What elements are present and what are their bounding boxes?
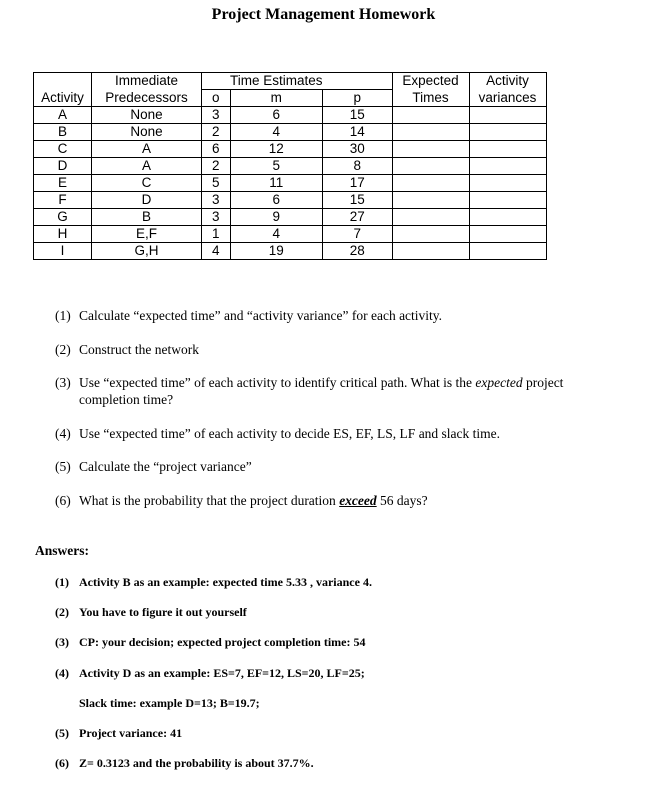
pessimistic-cell: 15 [323, 192, 393, 209]
optimistic-cell: 4 [202, 243, 231, 260]
predecessors-cell: None [92, 107, 202, 124]
activity-cell: I [34, 243, 92, 260]
most-likely-cell: 4 [230, 226, 323, 243]
question-emphasis: exceed [339, 493, 377, 508]
table-row [34, 158, 547, 175]
activity-cell: F [34, 192, 92, 209]
question-number: (1) [55, 308, 71, 323]
activity-cell: G [34, 209, 92, 226]
table-row [34, 226, 547, 243]
question-emphasis: expected [475, 375, 523, 390]
optimistic-cell: 3 [202, 192, 231, 209]
expected-time-cell [392, 107, 469, 124]
predecessors-cell: C [92, 175, 202, 192]
header-cell: Times [392, 90, 469, 107]
question-6 [55, 492, 640, 509]
variance-cell [469, 192, 546, 209]
header-cell: variances [469, 90, 546, 107]
question-number: (5) [55, 459, 71, 474]
answer-number: (1) [55, 575, 69, 589]
header-cell: m [230, 90, 323, 107]
table-row [34, 175, 547, 192]
variance-cell [469, 107, 546, 124]
most-likely-cell: 9 [230, 209, 323, 226]
most-likely-cell: 6 [230, 192, 323, 209]
optimistic-cell: 1 [202, 226, 231, 243]
answer-text: CP: your decision; expected project completion time: 54 [79, 635, 366, 649]
table-row [34, 209, 547, 226]
question-text: Construct the network [79, 342, 199, 357]
predecessors-cell: B [92, 209, 202, 226]
header-cell: Time Estimates [230, 73, 323, 88]
most-likely-cell: 6 [230, 107, 323, 124]
answer-number: (4) [55, 666, 69, 680]
expected-time-cell [392, 124, 469, 141]
answer-6 [55, 756, 314, 771]
header-cell [323, 73, 393, 90]
question-4 [55, 425, 640, 442]
question-1 [55, 307, 640, 324]
header-cell: Expected [392, 73, 469, 90]
answer-4 [55, 666, 365, 681]
question-number: (3) [55, 375, 71, 390]
most-likely-cell: 11 [230, 175, 323, 192]
activity-cell: A [34, 107, 92, 124]
activity-cell: B [34, 124, 92, 141]
answer-2 [55, 605, 247, 620]
optimistic-cell: 2 [202, 158, 231, 175]
answer-text: Activity D as an example: ES=7, EF=12, LS=20, LF=25; [79, 666, 365, 680]
expected-time-cell [392, 192, 469, 209]
predecessors-cell: A [92, 141, 202, 158]
predecessors-cell: None [92, 124, 202, 141]
activity-cell: E [34, 175, 92, 192]
predecessors-cell: A [92, 158, 202, 175]
pessimistic-cell: 15 [323, 107, 393, 124]
question-number: (2) [55, 342, 71, 357]
predecessors-cell: E,F [92, 226, 202, 243]
question-text: 56 days? [376, 493, 428, 508]
table-row [34, 124, 547, 141]
variance-cell [469, 243, 546, 260]
table-header-row [34, 73, 547, 90]
most-likely-cell: 19 [230, 243, 323, 260]
expected-time-cell [392, 141, 469, 158]
answer-4-slack: Slack time: example D=13; B=19.7; [79, 696, 260, 710]
answer-5 [55, 726, 182, 741]
question-text-continued: completion time? [79, 392, 174, 407]
expected-time-cell [392, 243, 469, 260]
activity-cell: C [34, 141, 92, 158]
pessimistic-cell: 27 [323, 209, 393, 226]
optimistic-cell: 5 [202, 175, 231, 192]
pessimistic-cell: 7 [323, 226, 393, 243]
question-number: (6) [55, 493, 71, 508]
variance-cell [469, 141, 546, 158]
pessimistic-cell: 28 [323, 243, 393, 260]
expected-time-cell [392, 226, 469, 243]
header-cell [202, 73, 231, 90]
table-header-row [34, 90, 547, 107]
optimistic-cell: 6 [202, 141, 231, 158]
question-2 [55, 341, 640, 358]
optimistic-cell: 3 [202, 107, 231, 124]
pessimistic-cell: 30 [323, 141, 393, 158]
pessimistic-cell: 17 [323, 175, 393, 192]
variance-cell [469, 226, 546, 243]
answer-3 [55, 635, 366, 650]
question-text: Use “expected time” of each activity to identify critical path. What is the [79, 375, 476, 390]
answer-number: (5) [55, 726, 69, 740]
answer-number: (2) [55, 605, 69, 619]
pessimistic-cell: 8 [323, 158, 393, 175]
variance-cell [469, 209, 546, 226]
optimistic-cell: 2 [202, 124, 231, 141]
header-cell: p [323, 90, 393, 107]
answer-text: Activity B as an example: expected time 5.33 , variance 4. [79, 575, 372, 589]
most-likely-cell: 12 [230, 141, 323, 158]
most-likely-cell: 4 [230, 124, 323, 141]
header-cell: Predecessors [92, 90, 202, 107]
answer-text: Z= 0.3123 and the probability is about 37.7%. [79, 756, 314, 770]
expected-time-cell [392, 175, 469, 192]
page-title: Project Management Homework [211, 6, 436, 23]
expected-time-cell [392, 209, 469, 226]
activity-cell: D [34, 158, 92, 175]
pessimistic-cell: 14 [323, 124, 393, 141]
answer-text: Project variance: 41 [79, 726, 183, 740]
optimistic-cell: 3 [202, 209, 231, 226]
question-5 [55, 458, 640, 475]
question-text: project [522, 375, 564, 390]
expected-time-cell [392, 158, 469, 175]
header-cell: Activity [34, 90, 92, 107]
answer-number: (3) [55, 635, 69, 649]
answer-number: (6) [55, 756, 69, 770]
variance-cell [469, 158, 546, 175]
question-3 [55, 374, 640, 408]
answer-1 [55, 575, 372, 590]
header-cell: o [202, 90, 231, 107]
question-text: Calculate the “project variance” [79, 459, 252, 474]
header-cell [34, 73, 92, 90]
table-row [34, 107, 547, 124]
table-row [34, 141, 547, 158]
answers-heading: Answers: [35, 543, 89, 558]
question-text: Calculate “expected time” and “activity variance” for each activity. [79, 308, 443, 323]
variance-cell [469, 124, 546, 141]
activity-table [33, 72, 547, 260]
predecessors-cell: D [92, 192, 202, 209]
activity-cell: H [34, 226, 92, 243]
header-cell: Activity [469, 73, 546, 90]
most-likely-cell: 5 [230, 158, 323, 175]
question-text: Use “expected time” of each activity to decide ES, EF, LS, LF and slack time. [79, 426, 501, 441]
question-number: (4) [55, 426, 71, 441]
table-row [34, 192, 547, 209]
table-row [34, 243, 547, 260]
question-text: What is the probability that the project duration [79, 493, 340, 508]
predecessors-cell: G,H [92, 243, 202, 260]
variance-cell [469, 175, 546, 192]
answer-text: You have to figure it out yourself [79, 605, 247, 619]
header-cell: Immediate [92, 73, 202, 90]
